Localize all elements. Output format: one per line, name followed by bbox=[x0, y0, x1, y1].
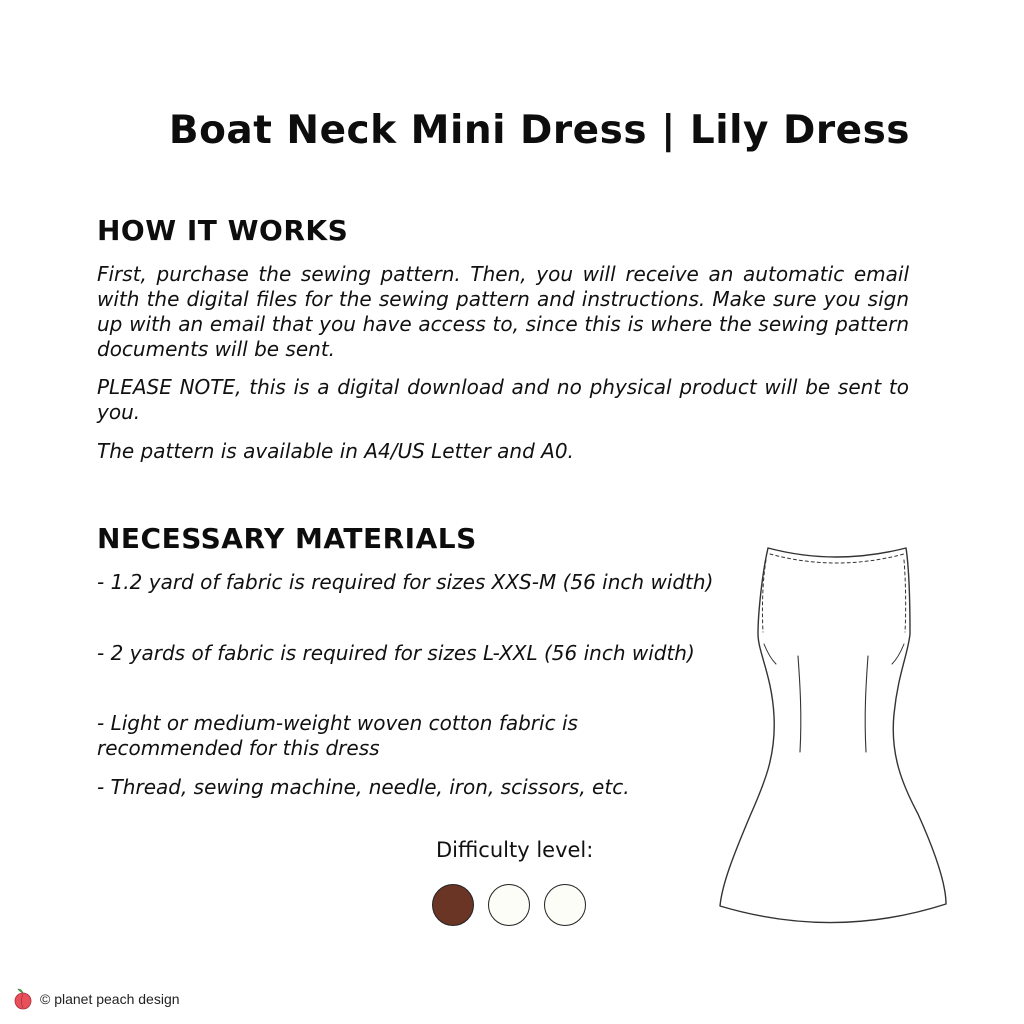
dress-sketch-icon bbox=[714, 544, 954, 936]
copyright-text: © planet peach design bbox=[40, 991, 180, 1007]
materials-item: - Light or medium-weight woven cotton fabric is recommended for this dress bbox=[97, 711, 578, 760]
how-it-works-heading: HOW IT WORKS bbox=[97, 214, 349, 247]
please-note-paragraph: PLEASE NOTE, this is a digital download and no physical product will be sent to you. bbox=[97, 375, 909, 424]
difficulty-label: Difficulty level: bbox=[436, 838, 594, 862]
difficulty-rating bbox=[432, 884, 586, 926]
pattern-format-paragraph: The pattern is available in A4/US Letter and A0. bbox=[97, 439, 574, 463]
materials-item: - Thread, sewing machine, needle, iron, scissors, etc. bbox=[97, 775, 630, 799]
materials-heading: NECESSARY MATERIALS bbox=[97, 522, 477, 555]
materials-item: - 1.2 yard of fabric is required for sizes XXS-M (56 inch width) bbox=[97, 570, 714, 594]
difficulty-dot bbox=[544, 884, 586, 926]
difficulty-dot bbox=[488, 884, 530, 926]
peach-icon bbox=[12, 988, 34, 1010]
materials-item: - 2 yards of fabric is required for sizes L-XXL (56 inch width) bbox=[97, 641, 695, 665]
difficulty-dot bbox=[432, 884, 474, 926]
page-title: Boat Neck Mini Dress | Lily Dress bbox=[168, 108, 910, 153]
how-it-works-paragraph: First, purchase the sewing pattern. Then, you will receive an automatic email with the digital files for the sewing pattern and instructions. Make sure you sign up with an email that you have access to, since this is where the sewing pattern documents will be sent. bbox=[97, 262, 909, 361]
footer bbox=[12, 988, 180, 1010]
